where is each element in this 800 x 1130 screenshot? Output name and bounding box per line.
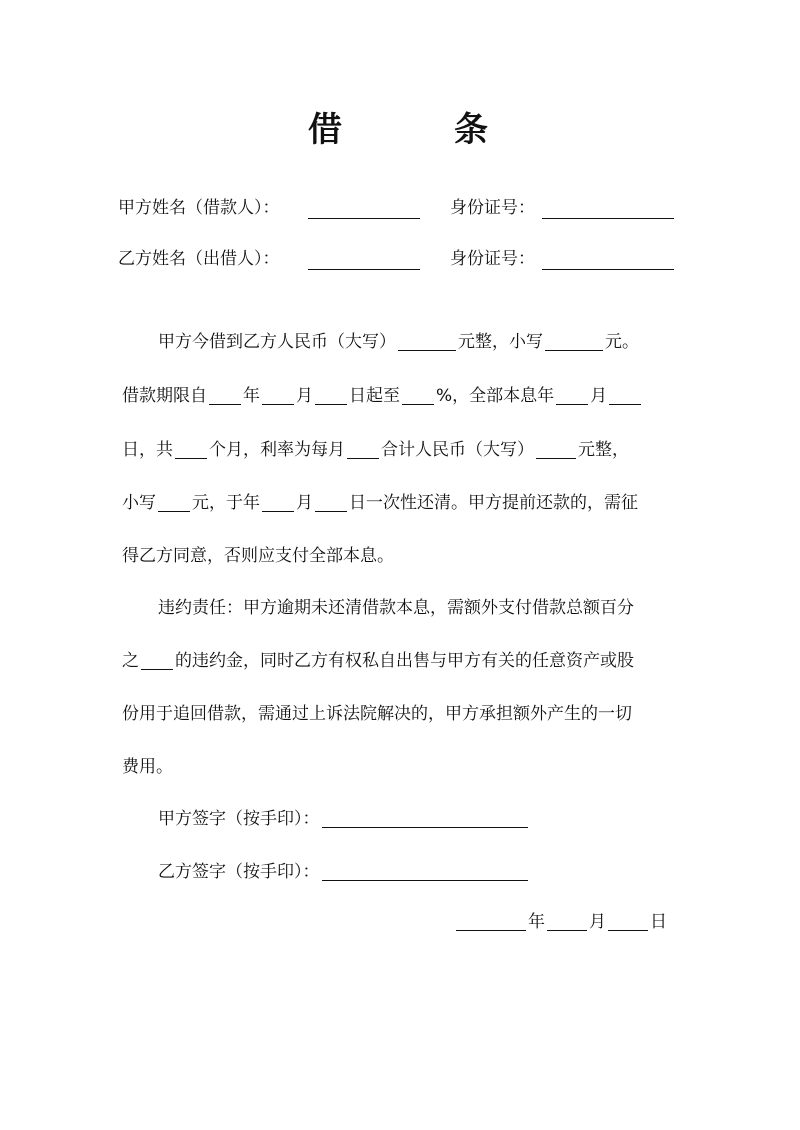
rate-blank[interactable] bbox=[347, 438, 379, 459]
party-b-sign-row bbox=[122, 856, 718, 888]
party-b-sign-blank[interactable] bbox=[322, 860, 528, 881]
body-text: 元。 bbox=[605, 332, 639, 352]
total-lower-blank[interactable] bbox=[158, 491, 190, 512]
amount-upper-blank[interactable] bbox=[398, 330, 456, 351]
body-line-3 bbox=[122, 434, 682, 466]
party-b-id-blank[interactable] bbox=[542, 249, 674, 270]
party-b-row bbox=[118, 243, 678, 275]
body-text: 日，共 bbox=[122, 440, 173, 460]
party-a-id-blank[interactable] bbox=[542, 198, 674, 219]
date-month-blank[interactable] bbox=[547, 910, 587, 931]
penalty-line-3 bbox=[122, 698, 682, 730]
date-day-label: 日 bbox=[650, 912, 667, 932]
party-a-name-blank[interactable] bbox=[308, 198, 420, 219]
party-a-label: 甲方姓名（借款人）： bbox=[118, 198, 280, 218]
date-day-blank[interactable] bbox=[608, 910, 648, 931]
body-text: 费用。 bbox=[122, 757, 173, 777]
penalty-line-1 bbox=[122, 592, 718, 624]
body-text: 的违约金，同时乙方有权私自出售与甲方有关的任意资产或股 bbox=[175, 651, 634, 671]
body-text: 小写 bbox=[122, 493, 156, 513]
party-b-id-label: 身份证号： bbox=[450, 249, 535, 269]
date-row bbox=[454, 906, 667, 938]
body-text: 违约责任：甲方逾期未还清借款本息，需额外支付借款总额百分 bbox=[158, 598, 634, 618]
body-text: 年 bbox=[243, 386, 260, 406]
repay-day-blank[interactable] bbox=[315, 491, 347, 512]
penalty-line-4 bbox=[122, 751, 682, 783]
body-text: 个月，利率为每月 bbox=[209, 440, 345, 460]
date-month-label: 月 bbox=[589, 912, 606, 932]
body-text: 借款期限自 bbox=[122, 386, 207, 406]
body-text: 月 bbox=[296, 493, 313, 513]
party-a-sign-label: 甲方签字（按手印）： bbox=[158, 809, 320, 829]
title-char-1: 借 bbox=[308, 110, 342, 150]
body-text: 月 bbox=[296, 386, 313, 406]
amount-lower-blank[interactable] bbox=[545, 330, 603, 351]
body-text: 合计人民币（大写） bbox=[381, 440, 534, 460]
start-day-blank[interactable] bbox=[315, 384, 347, 405]
body-line-4 bbox=[122, 487, 682, 519]
date-year-label: 年 bbox=[528, 912, 545, 932]
body-text: 之 bbox=[122, 651, 139, 671]
penalty-percent-blank[interactable] bbox=[141, 649, 173, 670]
body-text: 份用于追回借款，需通过上诉法院解决的，甲方承担额外产生的一切 bbox=[122, 704, 632, 724]
body-text: 日起至 bbox=[349, 386, 400, 406]
end-blank[interactable] bbox=[402, 384, 434, 405]
total-upper-blank[interactable] bbox=[536, 438, 576, 459]
party-b-sign-label: 乙方签字（按手印）： bbox=[158, 862, 320, 882]
party-b-name-blank[interactable] bbox=[308, 249, 420, 270]
party-b-label: 乙方姓名（出借人）： bbox=[118, 249, 280, 269]
body-text: 日一次性还清。甲方提前还款的，需征 bbox=[349, 493, 638, 513]
page-title bbox=[0, 108, 800, 152]
end-day-blank[interactable] bbox=[609, 384, 641, 405]
end-month-blank[interactable] bbox=[556, 384, 588, 405]
title-char-2: 条 bbox=[454, 110, 488, 150]
party-a-sign-blank[interactable] bbox=[322, 807, 528, 828]
body-text: 元，于年 bbox=[192, 493, 260, 513]
penalty-line-2 bbox=[122, 645, 682, 677]
start-year-blank[interactable] bbox=[209, 384, 241, 405]
body-line-5 bbox=[122, 540, 682, 572]
body-line-2 bbox=[122, 380, 682, 412]
party-a-sign-row bbox=[122, 803, 718, 835]
body-line-1 bbox=[122, 326, 718, 358]
body-text: 月 bbox=[590, 386, 608, 406]
body-text: 甲方今借到乙方人民币（大写） bbox=[158, 332, 396, 352]
date-year-blank[interactable] bbox=[456, 910, 526, 931]
body-text: 元整，小写 bbox=[458, 332, 543, 352]
months-blank[interactable] bbox=[175, 438, 207, 459]
repay-month-blank[interactable] bbox=[262, 491, 294, 512]
party-a-row bbox=[118, 192, 678, 224]
party-a-id-label: 身份证号： bbox=[450, 198, 535, 218]
start-month-blank[interactable] bbox=[262, 384, 294, 405]
body-text: 得乙方同意，否则应支付全部本息。 bbox=[122, 546, 394, 566]
body-text: %，全部本息年 bbox=[436, 386, 555, 406]
body-text: 元整， bbox=[578, 440, 629, 460]
